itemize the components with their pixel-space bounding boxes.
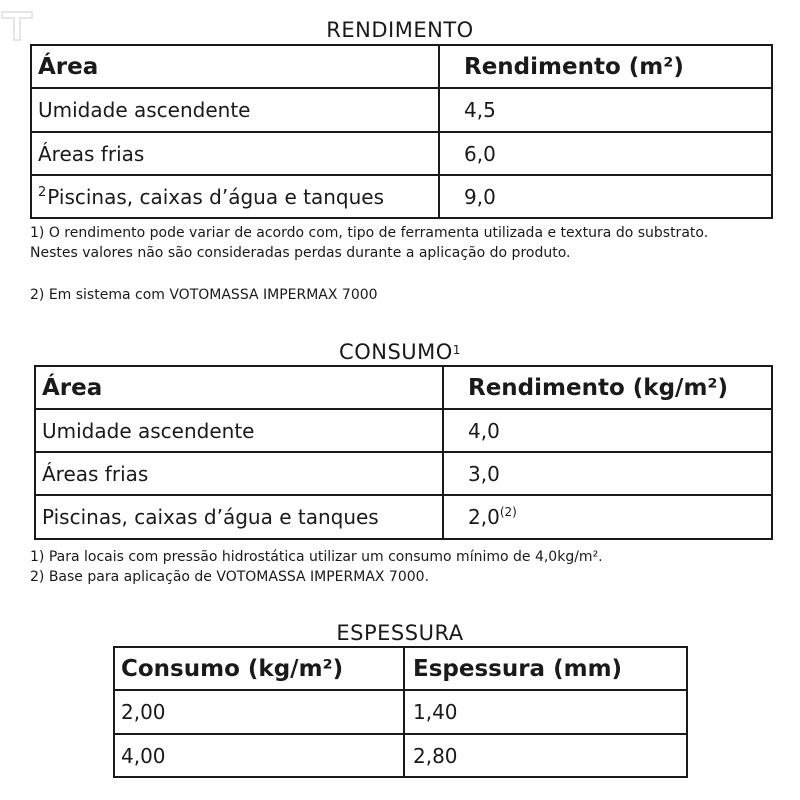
footnote-marker: (2): [499, 505, 517, 519]
espessura-table: [113, 646, 688, 778]
table-row: [35, 452, 772, 495]
value-cell: 4,5: [439, 88, 772, 132]
consumo-title-footnote: 1: [452, 343, 461, 357]
value-cell: 3,0: [443, 452, 772, 495]
table-row: [114, 734, 687, 777]
area-cell: Umidade ascendente: [35, 409, 443, 452]
rendimento-title: RENDIMENTO: [326, 18, 474, 42]
column-header-area: Área: [35, 366, 443, 409]
table-row: [35, 409, 772, 452]
value-cell: 6,0: [439, 132, 772, 175]
table-row: [31, 132, 772, 175]
consumo-note-1: 1) Para locais com pressão hidrostática utilizar um consumo mínimo de 4,0kg/m².: [30, 549, 603, 565]
area-cell: Áreas frias: [31, 132, 439, 175]
rendimento-table: [30, 44, 773, 219]
area-text: Piscinas, caixas d’água e tanques: [47, 184, 384, 209]
value-cell: 4,0: [443, 409, 772, 452]
consumo-cell: 4,00: [114, 734, 404, 777]
rendimento-note-1-cont: Nestes valores não são consideradas perdas durante a aplicação do produto.: [30, 245, 571, 261]
footnote-marker: 2: [38, 184, 47, 200]
value-cell: [443, 495, 772, 539]
table-row: [31, 175, 772, 218]
table-row: [31, 88, 772, 132]
table-header-row: [114, 647, 687, 690]
area-cell: [31, 175, 439, 218]
column-header-rendimento: Rendimento (m²): [439, 45, 772, 88]
table-header-row: [35, 366, 772, 409]
consumo-title-text: CONSUMO: [339, 340, 453, 364]
column-header-rendimento: Rendimento (kg/m²): [443, 366, 772, 409]
value-cell: 9,0: [439, 175, 772, 218]
espessura-title: ESPESSURA: [336, 621, 464, 645]
table-row: [35, 495, 772, 539]
espessura-cell: 2,80: [404, 734, 687, 777]
consumo-title: [0, 340, 800, 364]
rendimento-note-2: 2) Em sistema com VOTOMASSA IMPERMAX 7000: [30, 287, 378, 303]
area-cell: Piscinas, caixas d’água e tanques: [35, 495, 443, 539]
column-header-espessura: Espessura (mm): [404, 647, 687, 690]
area-cell: Áreas frias: [35, 452, 443, 495]
consumo-cell: 2,00: [114, 690, 404, 734]
value-text: 2,0: [468, 505, 500, 529]
espessura-cell: 1,40: [404, 690, 687, 734]
rendimento-note-1: 1) O rendimento pode variar de acordo com, tipo de ferramenta utilizada e textura do substrato.: [30, 225, 709, 241]
column-header-consumo: Consumo (kg/m²): [114, 647, 404, 690]
consumo-table: [34, 365, 773, 540]
table-header-row: [31, 45, 772, 88]
table-row: [114, 690, 687, 734]
column-header-area: Área: [31, 45, 439, 88]
area-cell: Umidade ascendente: [31, 88, 439, 132]
consumo-note-2: 2) Base para aplicação de VOTOMASSA IMPERMAX 7000.: [30, 569, 430, 585]
